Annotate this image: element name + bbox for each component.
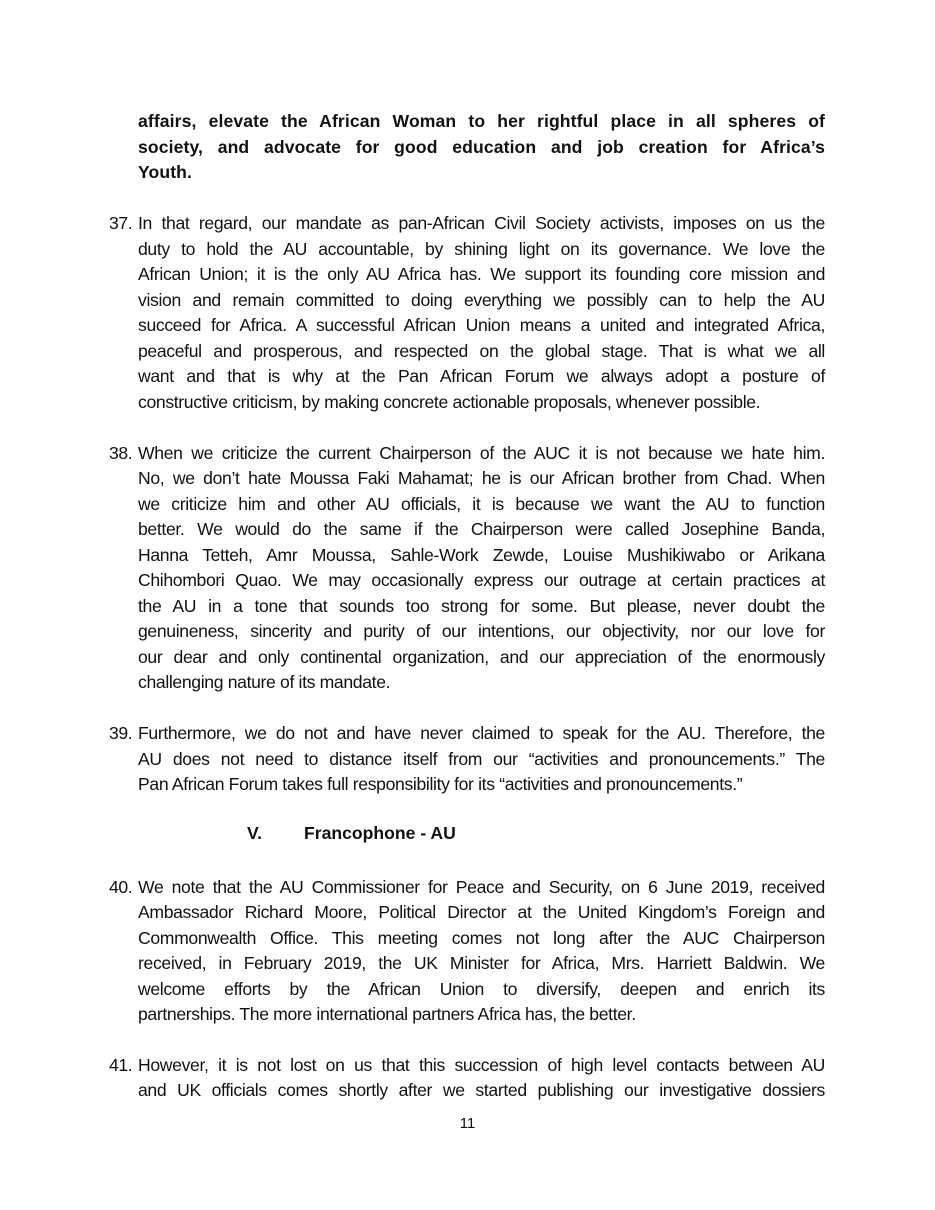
text-line: Youth. [138, 162, 193, 182]
paragraph-number: 41. [109, 1055, 133, 1075]
text-line: Chihombori Quao. We may occasionally express our outrage at certain practices at [138, 570, 825, 590]
paragraph-number: 37. [109, 213, 133, 233]
text-line: duty to hold the AU accountable, by shining light on its governance. We love the [138, 239, 825, 259]
text-line: Hanna Tetteh, Amr Moussa, Sahle-Work Zewde, Louise Mushikiwabo or Arikana [138, 545, 825, 565]
paragraph-number: 40. [109, 877, 133, 897]
text-line: received, in February 2019, the UK Minister for Africa, Mrs. Harriett Baldwin. We [138, 953, 825, 973]
text-line: genuineness, sincerity and purity of our intentions, our objectivity, nor our love for [138, 621, 825, 641]
text-line: Ambassador Richard Moore, Political Director at the United Kingdom’s Foreign and [138, 902, 825, 922]
page-number: 11 [459, 1115, 476, 1132]
text-line: Furthermore, we do not and have never claimed to speak for the AU. Therefore, the [138, 723, 825, 743]
text-line: the AU in a tone that sounds too strong for some. But please, never doubt the [138, 596, 825, 616]
text-line: constructive criticism, by making concrete actionable proposals, whenever possible. [138, 392, 761, 412]
section-numeral: V. [247, 823, 263, 843]
text-line: African Union; it is the only AU Africa has. We support its founding core mission and [138, 264, 825, 284]
paragraph-number: 39. [109, 723, 133, 743]
text-line: When we criticize the current Chairperson of the AUC it is not because we hate him. [138, 443, 825, 463]
text-line: welcome efforts by the African Union to diversify, deepen and enrich its [138, 979, 825, 999]
text-line: We note that the AU Commissioner for Peace and Security, on 6 June 2019, received [138, 877, 825, 897]
text-line: vision and remain committed to doing everything we possibly can to help the AU [138, 290, 825, 310]
text-line: However, it is not lost on us that this succession of high level contacts between AU [138, 1055, 825, 1075]
text-line: better. We would do the same if the Chairperson were called Josephine Banda, [138, 519, 825, 539]
text-line: and UK officials comes shortly after we started publishing our investigative dossiers [138, 1080, 825, 1100]
text-line: affairs, elevate the African Woman to her rightful place in all spheres of [138, 111, 825, 131]
text-line: succeed for Africa. A successful African Union means a united and integrated Africa, [138, 315, 825, 335]
text-line: AU does not need to distance itself from our “activities and pronouncements.” The [138, 749, 825, 769]
text-line: No, we don’t hate Moussa Faki Mahamat; he is our African brother from Chad. When [138, 468, 825, 488]
section-title: Francophone - AU [304, 823, 456, 843]
text-line: challenging nature of its mandate. [138, 672, 391, 692]
text-line: we criticize him and other AU officials, it is because we want the AU to function [138, 494, 825, 514]
text-line: partnerships. The more international partners Africa has, the better. [138, 1004, 636, 1024]
paragraph-number: 38. [109, 443, 133, 463]
text-line: want and that is why at the Pan African Forum we always adopt a posture of [138, 366, 825, 386]
text-line: Pan African Forum takes full responsibility for its “activities and pronouncements.” [138, 774, 743, 794]
text-line: In that regard, our mandate as pan-African Civil Society activists, imposes on us the [138, 213, 825, 233]
text-line: Commonwealth Office. This meeting comes not long after the AUC Chairperson [138, 928, 825, 948]
text-line: our dear and only continental organization, and our appreciation of the enormously [138, 647, 825, 667]
text-line: peaceful and prosperous, and respected on the global stage. That is what we all [138, 341, 825, 361]
text-line: society, and advocate for good education and job creation for Africa’s [138, 137, 825, 157]
